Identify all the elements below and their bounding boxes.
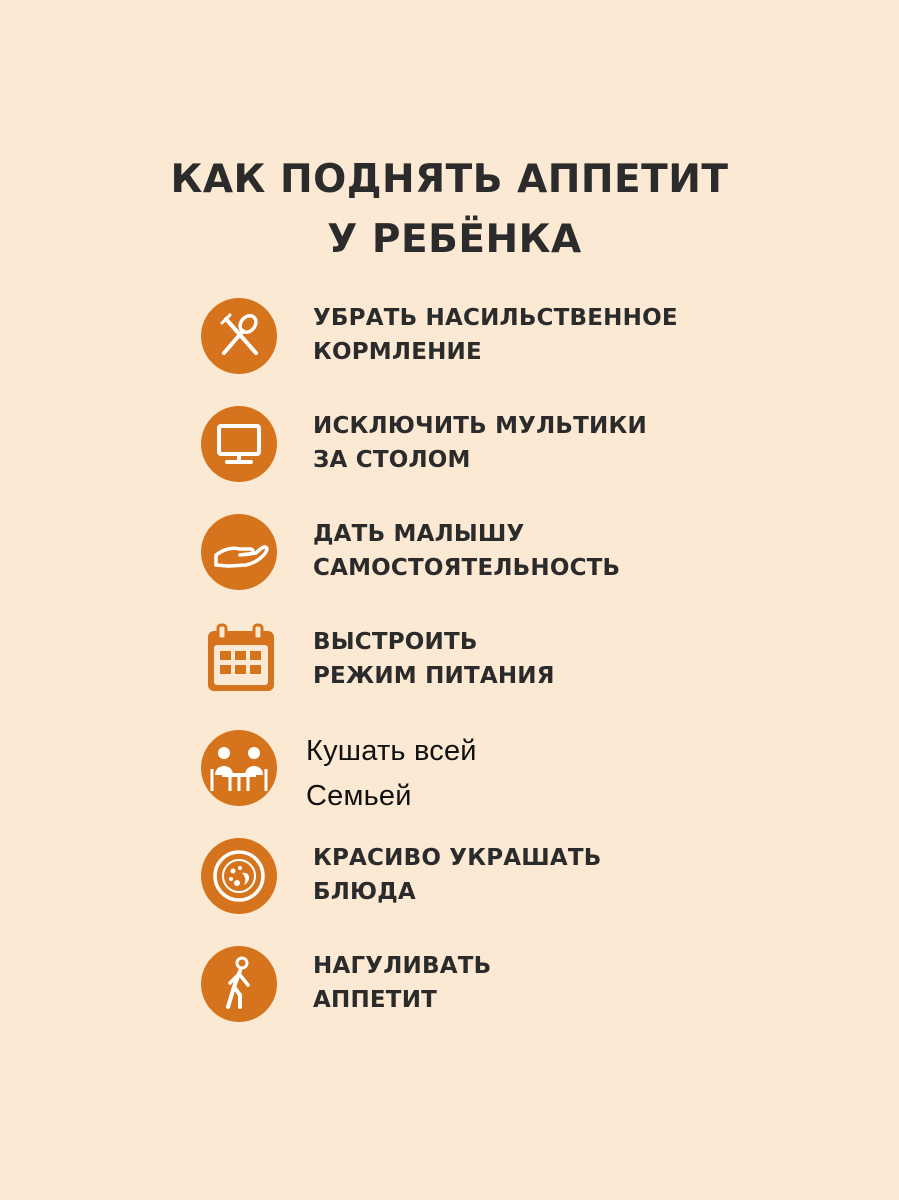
tip-text bbox=[313, 625, 555, 693]
tip-line-1: НАГУЛИВАТЬ bbox=[313, 953, 492, 979]
family-table-icon bbox=[200, 729, 278, 807]
tip-line-2: КОРМЛЕНИЕ bbox=[313, 339, 482, 365]
tip-line-2: АППЕТИТ bbox=[313, 987, 438, 1013]
tip-text bbox=[313, 841, 602, 909]
decorated-plate-icon bbox=[200, 837, 278, 915]
tip-text bbox=[313, 949, 491, 1017]
open-hand-icon bbox=[200, 513, 278, 591]
tip-line-2: САМОСТОЯТЕЛЬНОСТЬ bbox=[313, 555, 621, 581]
tip-line-2: РЕЖИМ ПИТАНИЯ bbox=[313, 663, 555, 689]
tip-line-1: ДАТЬ МАЛЫШУ bbox=[313, 521, 525, 547]
tip-line-1: КРАСИВО УКРАШАТЬ bbox=[313, 845, 602, 871]
tip-line-2: Семьей bbox=[306, 780, 412, 812]
title-line-1: КАК ПОДНЯТЬ АППЕТИТ bbox=[170, 157, 729, 202]
tip-item-1 bbox=[200, 297, 760, 377]
tip-line-1: УБРАТЬ НАСИЛЬСТВЕННОЕ bbox=[313, 305, 678, 331]
tip-text bbox=[313, 517, 620, 585]
tip-text bbox=[306, 729, 477, 819]
tip-text bbox=[313, 301, 678, 369]
title-line-2: У РЕБЁНКА bbox=[327, 217, 582, 262]
tip-line-2: ЗА СТОЛОМ bbox=[313, 447, 471, 473]
spoon-fork-crossed-icon bbox=[200, 297, 278, 375]
page-title bbox=[0, 150, 899, 270]
tip-item-2 bbox=[200, 405, 760, 485]
tip-item-7 bbox=[200, 945, 760, 1025]
tip-item-5 bbox=[200, 729, 760, 812]
tip-line-2: БЛЮДА bbox=[313, 879, 416, 905]
calendar-icon bbox=[200, 621, 278, 699]
tip-line-1: ВЫСТРОИТЬ bbox=[313, 629, 478, 655]
tip-line-1: Кушать всей bbox=[306, 735, 477, 767]
tip-text bbox=[313, 409, 647, 477]
tip-item-4 bbox=[200, 621, 760, 701]
walking-person-icon bbox=[200, 945, 278, 1023]
tv-monitor-icon bbox=[200, 405, 278, 483]
tip-item-6 bbox=[200, 837, 760, 917]
tip-line-1: ИСКЛЮЧИТЬ МУЛЬТИКИ bbox=[313, 413, 647, 439]
tip-item-3 bbox=[200, 513, 760, 593]
